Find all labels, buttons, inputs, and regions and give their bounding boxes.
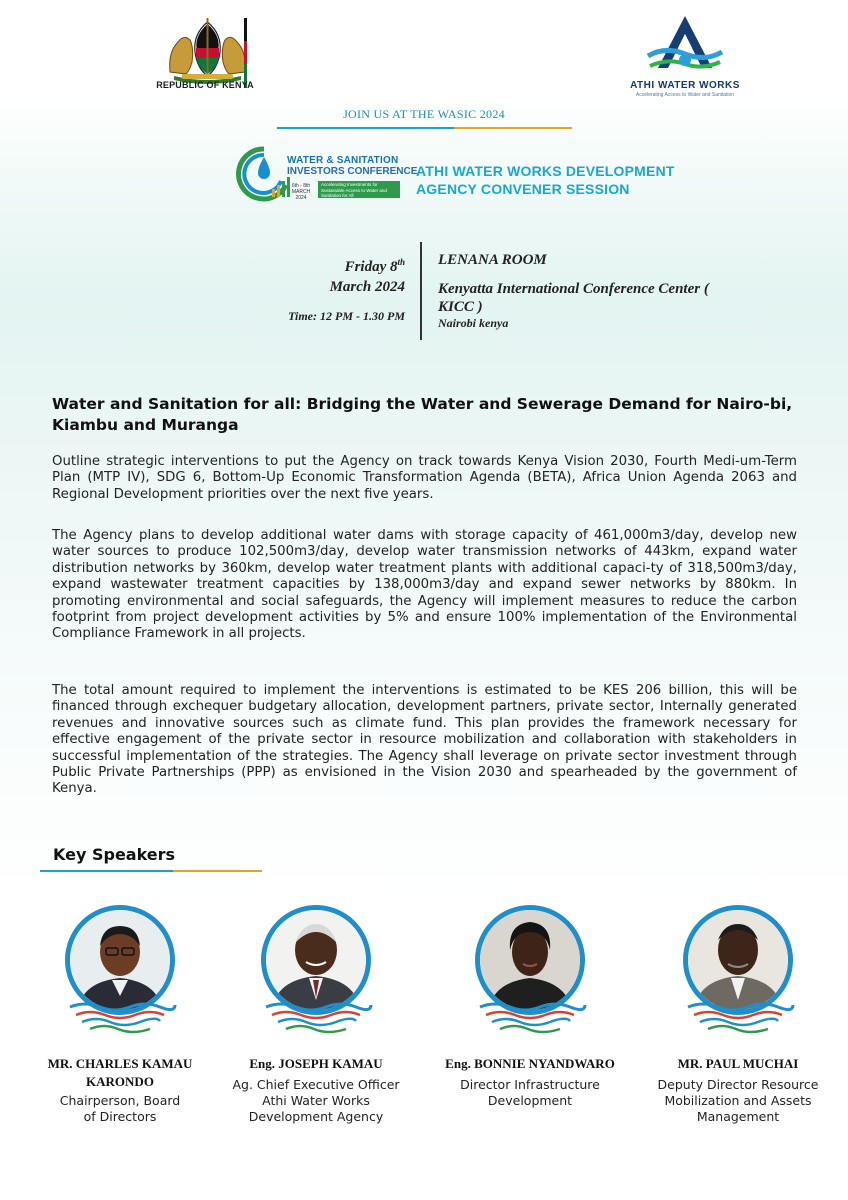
conference-logo-title-1: WATER & SANITATION (287, 155, 399, 166)
speaker-photo (475, 905, 585, 1015)
athi-logo-tagline: Accelerating Access to Water and Sanitation (635, 92, 735, 98)
paragraph-2: The Agency plans to develop additional water dams with storage capacity of 461,000m3/day, develop new water sources to produce 102,500m3/day, develop water transmission networks of 443km, expand water distribution networks by 360km, develop water treatment plants with additional capaci-ty of 318,500m3/day, expand wastewater treatment capacities by 138,000m3/day and expand sewer networks by 880km. In promoting environmental and social safeguards, the Agency will implement measures to reduce the carbon footprint from project development activities by 5% and ensure 100% implementation of the Environmental Compliance Framework in all projects. (52, 528, 797, 642)
session-month: March 2024 (329, 279, 405, 295)
kenya-caption: REPUBLIC OF KENYA (156, 80, 254, 90)
key-speakers-underline (40, 870, 262, 872)
wave-ornament (60, 1001, 180, 1035)
key-speakers-heading: Key Speakers (53, 845, 176, 864)
date-venue-divider (420, 242, 422, 340)
speaker-role: Deputy Director Resource Mobilization and Assets Management (657, 1077, 819, 1124)
speaker-avatar (60, 905, 180, 1035)
venue-block (438, 250, 738, 331)
venue-city: Nairobi kenya (438, 316, 509, 330)
paragraph-3: The total amount required to implement the interventions is estimated to be KES 206 billion, this will be financed through exchequer budgetary allocation, development partners, private sector, Internally generated revenues and innovative sources such as climate fund. This plan provides the framework necessary for effective engagement of the private sector in resource mobilization and collaboration with stakeholders in successful implementation of the strategies. The Agency shall leverage on private sector investment through Public Private Partnerships (PPP) as envisioned in the Vision 2030 and spearheaded by the government of Kenya. (52, 683, 797, 797)
conference-logo-tagline: Accelerating Investments for Sustainable Access to Water and Sanitation for All (318, 181, 400, 198)
speaker-role: Director Infrastructure Development (460, 1077, 600, 1108)
join-us-banner: JOIN US AT THE WASIC 2024 (343, 107, 505, 121)
join-us-underline (277, 127, 572, 129)
conference-logo-date: 6th - 8th MARCH 2024 (291, 183, 311, 201)
main-heading: Water and Sanitation for all: Bridging the Water and Sewerage Demand for Nairo-bi, Kiambu and Muranga (52, 395, 793, 434)
session-day-suffix: th (397, 257, 405, 267)
venue-center: Kenyatta International Conference Center ( KICC ) (438, 281, 709, 315)
speaker-role: Chairperson, Board of Directors (59, 1093, 181, 1124)
session-time: Time: 12 PM - 1.30 PM (288, 309, 405, 323)
speaker-avatar (256, 905, 376, 1035)
speaker-card (638, 905, 838, 1125)
venue-room: LENANA ROOM (438, 252, 547, 268)
paragraph-1: Outline strategic interventions to put the Agency on track towards Kenya Vision 2030, Fourth Medi-um-Term Plan (MTP IV), SDG 6, Bottom-Up Economic Transformation Agenda (BETA), Africa Union Agenda 2063 and Regional Development priorities over the next five years. (52, 454, 797, 502)
speaker-name: Eng. BONNIE NYANDWARO (445, 1056, 615, 1071)
speaker-card (20, 905, 220, 1125)
session-title: ATHI WATER WORKS DEVELOPMENT AGENCY CONVENER SESSION (416, 163, 675, 197)
speaker-photo (65, 905, 175, 1015)
kenya-flag-bar (244, 18, 247, 88)
session-day (240, 252, 405, 277)
speaker-avatar (678, 905, 798, 1035)
speaker-card (430, 905, 630, 1109)
speaker-name: Eng. JOSEPH KAMAU (249, 1056, 383, 1071)
speaker-card (216, 905, 416, 1125)
session-day-text: Friday 8 (344, 259, 398, 275)
date-block (240, 252, 405, 324)
wave-ornament (678, 1001, 798, 1035)
athi-logo-name: ATHI WATER WORKS (630, 80, 740, 91)
speaker-name: MR. PAUL MUCHAI (677, 1056, 799, 1071)
wave-ornament (470, 1001, 590, 1035)
speaker-photo (683, 905, 793, 1015)
speaker-photo (261, 905, 371, 1015)
speaker-name: MR. CHARLES KAMAU KARONDO (47, 1056, 193, 1089)
speaker-role: Ag. Chief Executive Officer Athi Water Works Development Agency (232, 1077, 400, 1124)
athi-water-logo (640, 12, 730, 82)
speaker-avatar (470, 905, 590, 1035)
wave-ornament (256, 1001, 376, 1035)
conference-logo-title-2: INVESTORS CONFERENCE (287, 166, 418, 177)
